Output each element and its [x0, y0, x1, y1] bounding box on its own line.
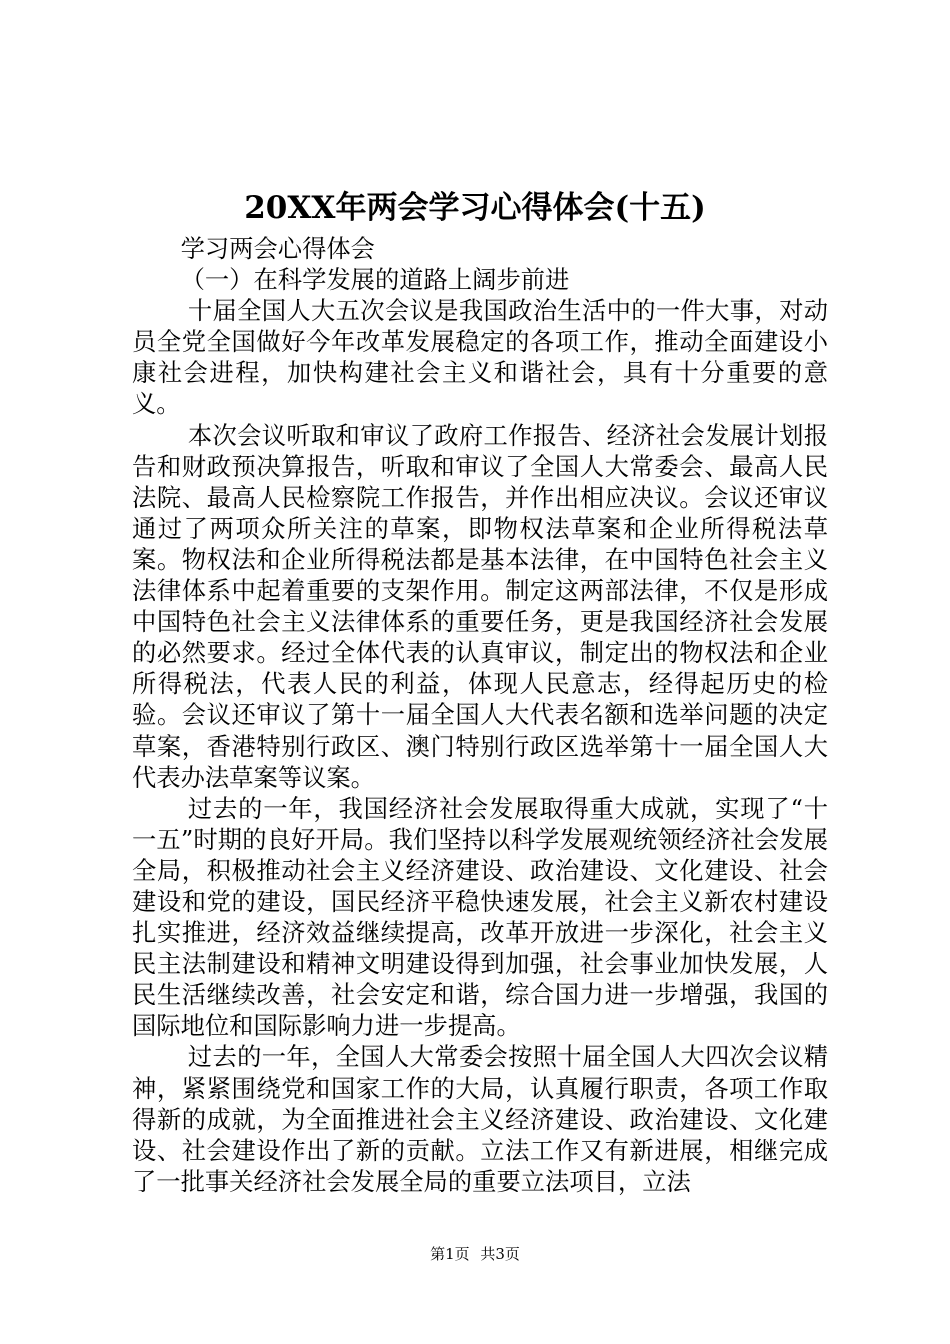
body-paragraph: 过去的一年，全国人大常委会按照十届全国人大四次会议精神，紧紧围绕党和国家工作的大局，认真履行职责，各项工作取得新的成就，为全面推进社会主义经济建设、政治建设、文化建设、社会建设作出了新的贡献。立法工作又有新进展，相继完成了一批事关经济社会发展全局的重要立法项目，立法 [132, 1042, 828, 1196]
section-heading: （一）在科学发展的道路上阔步前进 [180, 265, 570, 295]
document-title: 20XX年两会学习心得体会(十五) [244, 190, 706, 226]
document-body [132, 233, 828, 1197]
body-paragraph: 十届全国人大五次会议是我国政治生活中的一件大事，对动员全党全国做好今年改革发展稳定的各项工作，推动全面建设小康社会进程，加快构建社会主义和谐社会，具有十分重要的意义。 [132, 296, 828, 419]
page-total: 共3页 [480, 1245, 520, 1263]
body-paragraph: 本次会议听取和审议了政府工作报告、经济社会发展计划报告和财政预决算报告，听取和审议了全国人大常委会、最高人民法院、最高人民检察院工作报告，并作出相应决议。会议还审议通过了两项众所关注的草案，即物权法草案和企业所得税法草案。物权法和企业所得税法都是基本法律，在中国特色社会主义法律体系中起着重要的支架作用。制定这两部法律，不仅是形成中国特色社会主义法律体系的重要任务，更是我国经济社会发展的必然要求。经过全体代表的认真审议，制定出的物权法和企业所得税法，代表人民的利益，体现人民意志，经得起历史的检验。会议还审议了第十一届全国人大代表名额和选举问题的决定草案，香港特别行政区、澳门特别行政区选举第十一届全国人大代表办法草案等议案。 [132, 420, 828, 792]
body-paragraph: 过去的一年，我国经济社会发展取得重大成就，实现了“十一五”时期的良好开局。我们坚持以科学发展观统领经济社会发展全局，积极推动社会主义经济建设、政治建设、文化建设、社会建设和党的建设，国民经济平稳快速发展，社会主义新农村建设扎实推进，经济效益继续提高，改革开放进一步深化，社会主义民主法制建设和精神文明建设得到加强，社会事业加快发展，人民生活继续改善，社会安定和谐，综合国力进一步增强，我国的国际地位和国际影响力进一步提高。 [132, 793, 828, 1041]
page-number: 第1页 [430, 1245, 470, 1263]
document-subtitle: 学习两会心得体会 [180, 234, 375, 263]
page-footer [0, 1244, 950, 1264]
